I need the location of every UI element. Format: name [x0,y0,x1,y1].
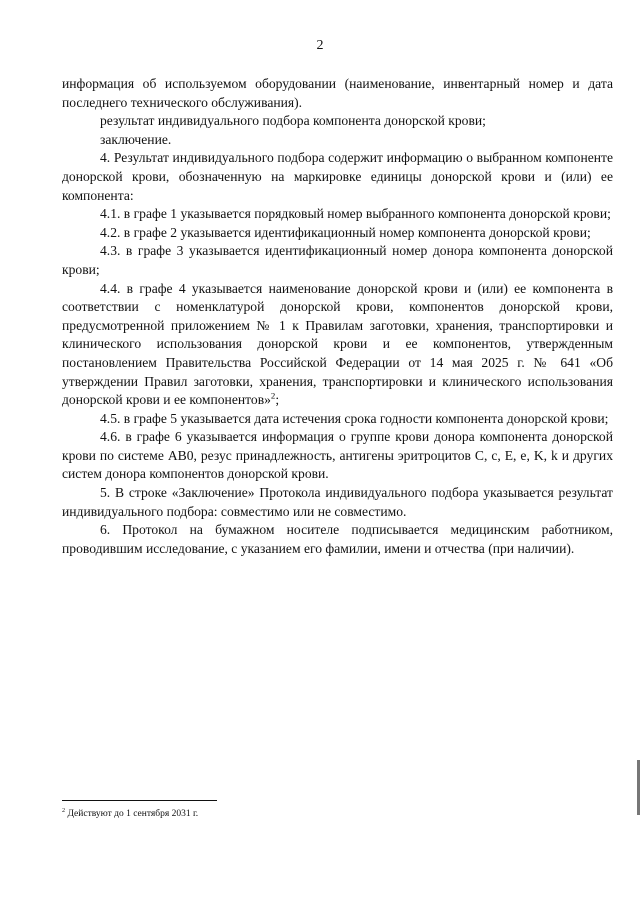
paragraph-item-4-1: 4.1. в графе 1 указывается порядковый номер выбранного компонента донорской крови; [100,206,611,222]
paragraph-equipment-info: информация об используемом оборудовании (наименование, инвентарный номер и дата последнего технического обслуживания). [62,76,613,110]
footnote-marker: 2 [62,807,66,814]
paragraph-selection-result: результат индивидуального подбора компонента донорской крови; [100,113,486,129]
footnote-reference[interactable]: 2 [270,390,276,401]
footnote-divider [62,800,217,801]
footnote [62,808,198,820]
paragraph-item-6: 6. Протокол на бумажном носителе подписывается медицинским работником, проводившим исследование, с указанием его фамилии, имени и отчества (при наличии). [62,522,613,556]
document-body [62,75,613,558]
paragraph-item-4-5: 4.5. в графе 5 указывается дата истечения срока годности компонента донорской крови; [100,410,609,426]
paragraph-item-4-3: 4.3. в графе 3 указывается идентификационный номер донора компонента донорской крови; [62,243,613,277]
page-number: 2 [316,38,324,53]
paragraph-item-4: 4. Результат индивидуального подбора содержит информацию о выбранном компоненте донорской крови, обозначенную на маркировке единицы донорской крови и (или) ее компонента: [62,150,613,203]
paragraph-item-4-4-text: 4.4. в графе 4 указывается наименование донорской крови и (или) ее компонента в соответствии с номенклатурой донорской крови, компонентов донорской крови, предусмотренной приложением № 1 к Правилам заготовки, хранения, транспортировки и клинического использования донорской крови и ее компонентов, утвержденным постановлением Правительства Российской Федерации от 14 мая 2025 г. № 641 «Об утверждении Правил заготовки, хранения, транспортировки и клинического использования донорской крови и ее компонентов» [62,280,613,408]
paragraph-item-4-4-end: ; [275,392,280,408]
paragraph-conclusion: заключение. [100,131,172,147]
footnote-text: Действуют до 1 сентября 2031 г. [65,809,199,819]
paragraph-item-5: 5. В строке «Заключение» Протокола индивидуального подбора указывается результат индивидуального подбора: совместимо или не совместимо. [62,485,613,519]
paragraph-item-4-6: 4.6. в графе 6 указывается информация о группе крови донора компонента донорской крови по системе АВ0, резус принадлежность, антигены эритроцитов C, c, E, e, K, k и других систем донора компонентов донорской крови. [62,429,613,482]
paragraph-item-4-2: 4.2. в графе 2 указывается идентификационный номер компонента донорской крови; [100,224,591,240]
paragraph-item-4-4 [62,280,613,410]
